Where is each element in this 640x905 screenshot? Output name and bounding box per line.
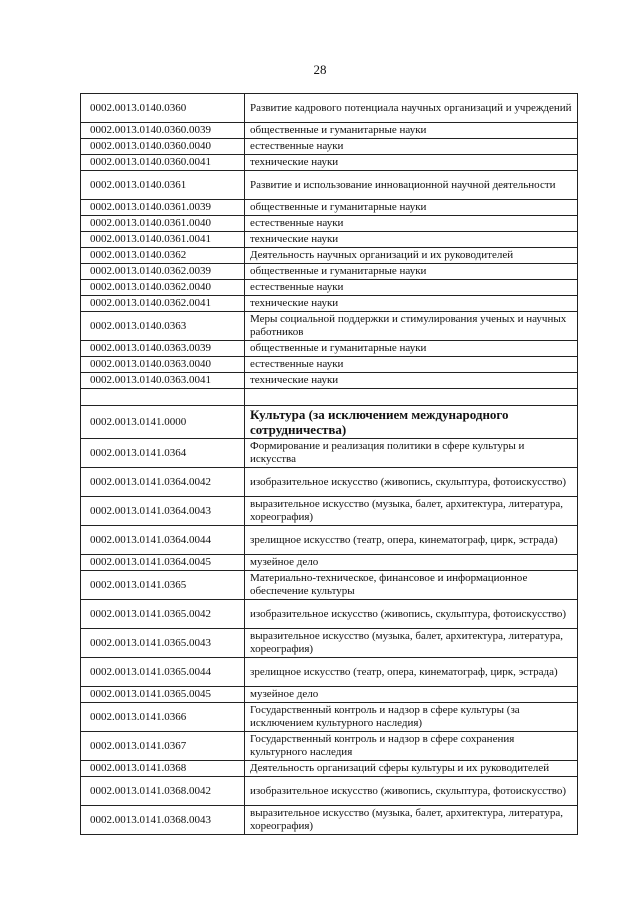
code-cell: 0002.0013.0140.0363.0039 — [81, 341, 245, 357]
description-cell: Деятельность научных организаций и их руководителей — [245, 248, 578, 264]
table-row — [81, 248, 578, 264]
table-row — [81, 761, 578, 777]
table-row — [81, 439, 578, 468]
code-cell: 0002.0013.0141.0365.0045 — [81, 687, 245, 703]
code-cell: 0002.0013.0140.0360.0039 — [81, 123, 245, 139]
code-cell: 0002.0013.0141.0364 — [81, 439, 245, 468]
description-cell: общественные и гуманитарные науки — [245, 264, 578, 280]
code-cell: 0002.0013.0141.0364.0043 — [81, 497, 245, 526]
description-cell: Развитие и использование инновационной научной деятельности — [245, 171, 578, 200]
code-cell: 0002.0013.0140.0361.0039 — [81, 200, 245, 216]
code-cell: 0002.0013.0141.0365 — [81, 571, 245, 600]
table-row — [81, 732, 578, 761]
table-row — [81, 312, 578, 341]
description-cell: изобразительное искусство (живопись, скульптура, фотоискусство) — [245, 600, 578, 629]
table-row — [81, 139, 578, 155]
code-cell: 0002.0013.0140.0360.0041 — [81, 155, 245, 171]
description-cell: Культура (за исключением международного сотрудничества) — [245, 406, 578, 439]
description-cell: Формирование и реализация политики в сфере культуры и искусства — [245, 439, 578, 468]
description-cell: Развитие кадрового потенциала научных организаций и учреждений — [245, 94, 578, 123]
table-row — [81, 155, 578, 171]
code-cell: 0002.0013.0140.0361 — [81, 171, 245, 200]
description-cell: выразительное искусство (музыка, балет, архитектура, литература, хореография) — [245, 497, 578, 526]
description-cell: Деятельность организаций сферы культуры и их руководителей — [245, 761, 578, 777]
description-cell: естественные науки — [245, 139, 578, 155]
code-cell: 0002.0013.0140.0362.0041 — [81, 296, 245, 312]
code-cell: 0002.0013.0141.0365.0042 — [81, 600, 245, 629]
description-cell: Государственный контроль и надзор в сфере сохранения культурного наследия — [245, 732, 578, 761]
code-cell: 0002.0013.0140.0363 — [81, 312, 245, 341]
table-row — [81, 264, 578, 280]
description-cell: выразительное искусство (музыка, балет, архитектура, литература, хореография) — [245, 629, 578, 658]
page-number: 28 — [313, 62, 327, 77]
code-cell: 0002.0013.0141.0000 — [81, 406, 245, 439]
description-cell: зрелищное искусство (театр, опера, кинематограф, цирк, эстрада) — [245, 658, 578, 687]
code-cell: 0002.0013.0141.0364.0045 — [81, 555, 245, 571]
table-row — [81, 373, 578, 389]
table-row — [81, 216, 578, 232]
table-row — [81, 526, 578, 555]
code-cell: 0002.0013.0141.0368 — [81, 761, 245, 777]
description-cell: музейное дело — [245, 687, 578, 703]
section-row — [81, 406, 578, 439]
description-cell: технические науки — [245, 296, 578, 312]
description-cell: музейное дело — [245, 555, 578, 571]
description-cell: естественные науки — [245, 216, 578, 232]
code-cell: 0002.0013.0140.0363.0041 — [81, 373, 245, 389]
description-cell: технические науки — [245, 373, 578, 389]
description-cell: Государственный контроль и надзор в сфере культуры (за исключением культурного наследия) — [245, 703, 578, 732]
description-cell: Меры социальной поддержки и стимулирования ученых и научных работников — [245, 312, 578, 341]
code-cell: 0002.0013.0141.0365.0043 — [81, 629, 245, 658]
table-row — [81, 94, 578, 123]
table-row — [81, 123, 578, 139]
code-cell: 0002.0013.0140.0362.0039 — [81, 264, 245, 280]
table-row — [81, 296, 578, 312]
description-cell: выразительное искусство (музыка, балет, архитектура, литература, хореография) — [245, 806, 578, 835]
code-cell: 0002.0013.0141.0368.0042 — [81, 777, 245, 806]
table-row — [81, 629, 578, 658]
description-cell: общественные и гуманитарные науки — [245, 123, 578, 139]
description-cell: Материально-техническое, финансовое и информационное обеспечение культуры — [245, 571, 578, 600]
table-row — [81, 357, 578, 373]
table-body — [81, 94, 578, 835]
table-row — [81, 171, 578, 200]
code-cell: 0002.0013.0140.0360.0040 — [81, 139, 245, 155]
table-row — [81, 687, 578, 703]
table-row — [81, 232, 578, 248]
table-row — [81, 658, 578, 687]
table-row — [81, 468, 578, 497]
table-row — [81, 497, 578, 526]
code-cell: 0002.0013.0141.0367 — [81, 732, 245, 761]
code-cell: 0002.0013.0140.0363.0040 — [81, 357, 245, 373]
table-row — [81, 806, 578, 835]
code-cell: 0002.0013.0141.0364.0042 — [81, 468, 245, 497]
description-cell: естественные науки — [245, 357, 578, 373]
description-cell: изобразительное искусство (живопись, скульптура, фотоискусство) — [245, 777, 578, 806]
description-cell: зрелищное искусство (театр, опера, кинематограф, цирк, эстрада) — [245, 526, 578, 555]
table-row — [81, 600, 578, 629]
code-cell: 0002.0013.0141.0366 — [81, 703, 245, 732]
description-cell: общественные и гуманитарные науки — [245, 200, 578, 216]
classifier-table — [80, 93, 578, 835]
description-cell: изобразительное искусство (живопись, скульптура, фотоискусство) — [245, 468, 578, 497]
table-row — [81, 200, 578, 216]
code-cell: 0002.0013.0141.0368.0043 — [81, 806, 245, 835]
description-cell: общественные и гуманитарные науки — [245, 341, 578, 357]
description-cell: технические науки — [245, 155, 578, 171]
table-row — [81, 280, 578, 296]
description-cell: естественные науки — [245, 280, 578, 296]
code-cell: 0002.0013.0140.0361.0041 — [81, 232, 245, 248]
table-row — [81, 777, 578, 806]
code-cell — [81, 389, 245, 406]
table-row — [81, 555, 578, 571]
code-cell: 0002.0013.0140.0362.0040 — [81, 280, 245, 296]
code-cell: 0002.0013.0140.0361.0040 — [81, 216, 245, 232]
table-row — [81, 341, 578, 357]
description-cell: технические науки — [245, 232, 578, 248]
code-cell: 0002.0013.0140.0362 — [81, 248, 245, 264]
table-row — [81, 703, 578, 732]
description-cell — [245, 389, 578, 406]
spacer-row — [81, 389, 578, 406]
code-cell: 0002.0013.0140.0360 — [81, 94, 245, 123]
table-row — [81, 571, 578, 600]
code-cell: 0002.0013.0141.0365.0044 — [81, 658, 245, 687]
code-cell: 0002.0013.0141.0364.0044 — [81, 526, 245, 555]
